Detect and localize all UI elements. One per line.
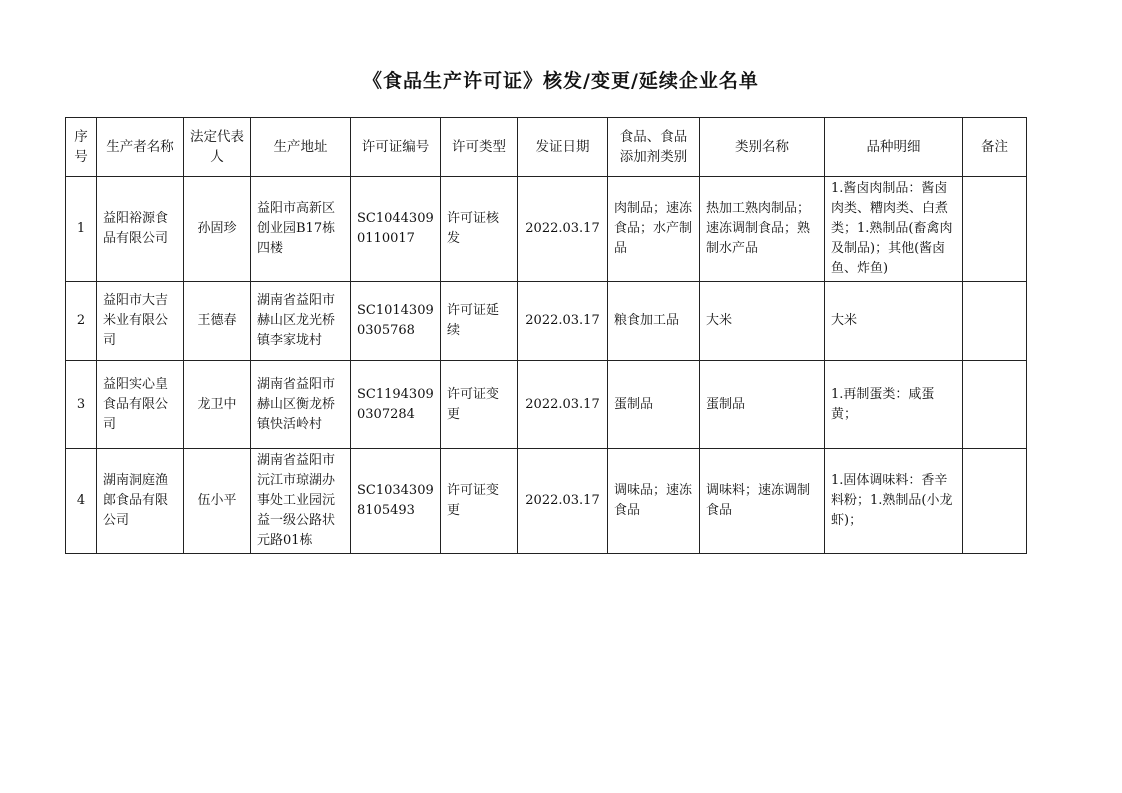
header-license-no: 许可证编号 [351, 118, 441, 177]
header-address: 生产地址 [251, 118, 351, 177]
cell-legal-rep: 龙卫中 [184, 361, 251, 449]
header-category-name: 类别名称 [700, 118, 825, 177]
cell-address: 益阳市高新区创业园B17栋四楼 [251, 177, 351, 282]
header-license-type: 许可类型 [441, 118, 518, 177]
cell-category-name: 大米 [700, 282, 825, 361]
cell-producer: 益阳市大吉米业有限公司 [97, 282, 184, 361]
cell-remarks [963, 282, 1027, 361]
license-roster-table [65, 117, 1027, 554]
cell-producer: 益阳实心皇食品有限公司 [97, 361, 184, 449]
cell-index: 4 [66, 449, 97, 554]
table-row [66, 282, 1027, 361]
cell-index: 2 [66, 282, 97, 361]
document-title: 《食品生产许可证》核发/变更/延续企业名单 [363, 70, 759, 92]
cell-license-type: 许可证延续 [441, 282, 518, 361]
cell-address: 湖南省益阳市赫山区龙光桥镇李家垅村 [251, 282, 351, 361]
cell-license-no: SC10143090305768 [351, 282, 441, 361]
cell-index: 3 [66, 361, 97, 449]
cell-issue-date: 2022.03.17 [518, 177, 608, 282]
cell-producer: 湖南洞庭渔郎食品有限公司 [97, 449, 184, 554]
header-remarks: 备注 [963, 118, 1027, 177]
header-issue-date: 发证日期 [518, 118, 608, 177]
cell-issue-date: 2022.03.17 [518, 449, 608, 554]
cell-remarks [963, 449, 1027, 554]
cell-license-no: SC11943090307284 [351, 361, 441, 449]
cell-variety-detail: 1.再制蛋类：咸蛋黄； [825, 361, 963, 449]
cell-license-no: SC10343098105493 [351, 449, 441, 554]
header-variety-detail: 品种明细 [825, 118, 963, 177]
cell-legal-rep: 伍小平 [184, 449, 251, 554]
cell-license-no: SC10443090110017 [351, 177, 441, 282]
cell-food-category: 蛋制品 [608, 361, 700, 449]
cell-variety-detail: 1.固体调味料：香辛料粉；1.熟制品(小龙虾)； [825, 449, 963, 554]
cell-food-category: 肉制品；速冻食品；水产制品 [608, 177, 700, 282]
cell-issue-date: 2022.03.17 [518, 282, 608, 361]
cell-issue-date: 2022.03.17 [518, 361, 608, 449]
cell-food-category: 粮食加工品 [608, 282, 700, 361]
header-legal-rep: 法定代表人 [184, 118, 251, 177]
cell-variety-detail: 1.酱卤肉制品：酱卤肉类、糟肉类、白煮类；1.熟制品(畜禽肉及制品)；其他(酱卤鱼、炸鱼) [825, 177, 963, 282]
cell-license-type: 许可证变更 [441, 361, 518, 449]
cell-variety-detail: 大米 [825, 282, 963, 361]
header-producer: 生产者名称 [97, 118, 184, 177]
cell-food-category: 调味品；速冻食品 [608, 449, 700, 554]
header-row [66, 118, 1027, 177]
header-food-category: 食品、食品添加剂类别 [608, 118, 700, 177]
cell-remarks [963, 177, 1027, 282]
cell-category-name: 热加工熟肉制品；速冻调制食品；熟制水产品 [700, 177, 825, 282]
cell-legal-rep: 王德春 [184, 282, 251, 361]
cell-legal-rep: 孙固珍 [184, 177, 251, 282]
header-index: 序号 [66, 118, 97, 177]
cell-license-type: 许可证核发 [441, 177, 518, 282]
table-row [66, 449, 1027, 554]
table-row [66, 177, 1027, 282]
cell-index: 1 [66, 177, 97, 282]
cell-address: 湖南省益阳市沅江市琼湖办事处工业园沅益一级公路状元路01栋 [251, 449, 351, 554]
table-row [66, 361, 1027, 449]
cell-license-type: 许可证变更 [441, 449, 518, 554]
cell-producer: 益阳裕源食品有限公司 [97, 177, 184, 282]
cell-category-name: 调味料；速冻调制食品 [700, 449, 825, 554]
cell-address: 湖南省益阳市赫山区衡龙桥镇快活岭村 [251, 361, 351, 449]
cell-remarks [963, 361, 1027, 449]
cell-category-name: 蛋制品 [700, 361, 825, 449]
